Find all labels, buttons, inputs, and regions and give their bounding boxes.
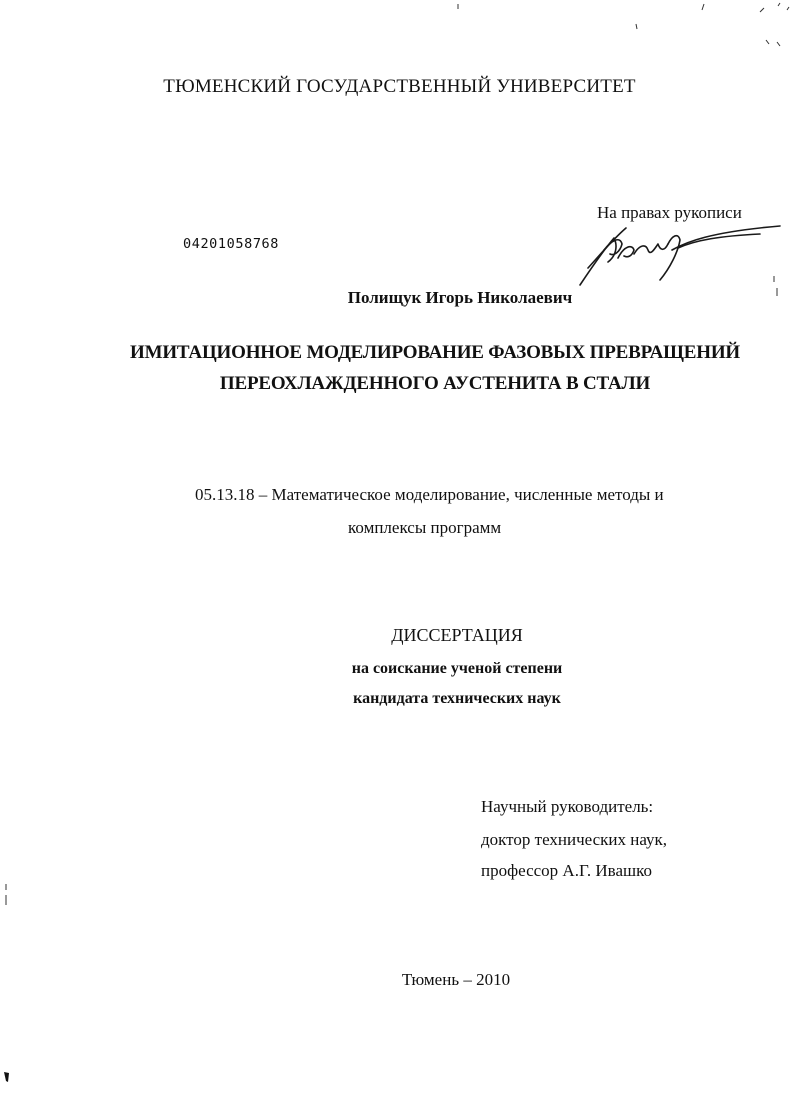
document-type: ДИССЕРТАЦИЯ — [391, 625, 523, 645]
degree-line-1: на соискание ученой степени — [351, 660, 563, 677]
city-year: Тюмень – 2010 — [401, 970, 511, 989]
specialty-line-1: 05.13.18 – Математическое моделирование, численные методы и — [195, 485, 664, 504]
dissertation-title-line-2: ПЕРЕОХЛАЖДЕННОГО АУСТЕНИТА В СТАЛИ — [219, 373, 651, 394]
dissertation-title-line-1: ИМИТАЦИОННОЕ МОДЕЛИРОВАНИЕ ФАЗОВЫХ ПРЕВРАЩЕНИЙ — [130, 342, 740, 363]
archive-number: 04201058768 — [183, 236, 280, 252]
author-name: Полищук Игорь Николаевич — [347, 288, 573, 307]
supervisor-name: профессор А.Г. Ивашко — [481, 861, 652, 880]
university-name: ТЮМЕНСКИЙ ГОСУДАРСТВЕННЫЙ УНИВЕРСИТЕТ — [163, 76, 636, 97]
manuscript-note: На правах рукописи — [597, 203, 742, 222]
supervisor-degree: доктор технических наук, — [481, 830, 668, 849]
specialty-line-2: комплексы программ — [348, 518, 502, 537]
supervisor-role: Научный руководитель: — [481, 797, 654, 816]
degree-line-2: кандидата технических наук — [353, 690, 561, 707]
